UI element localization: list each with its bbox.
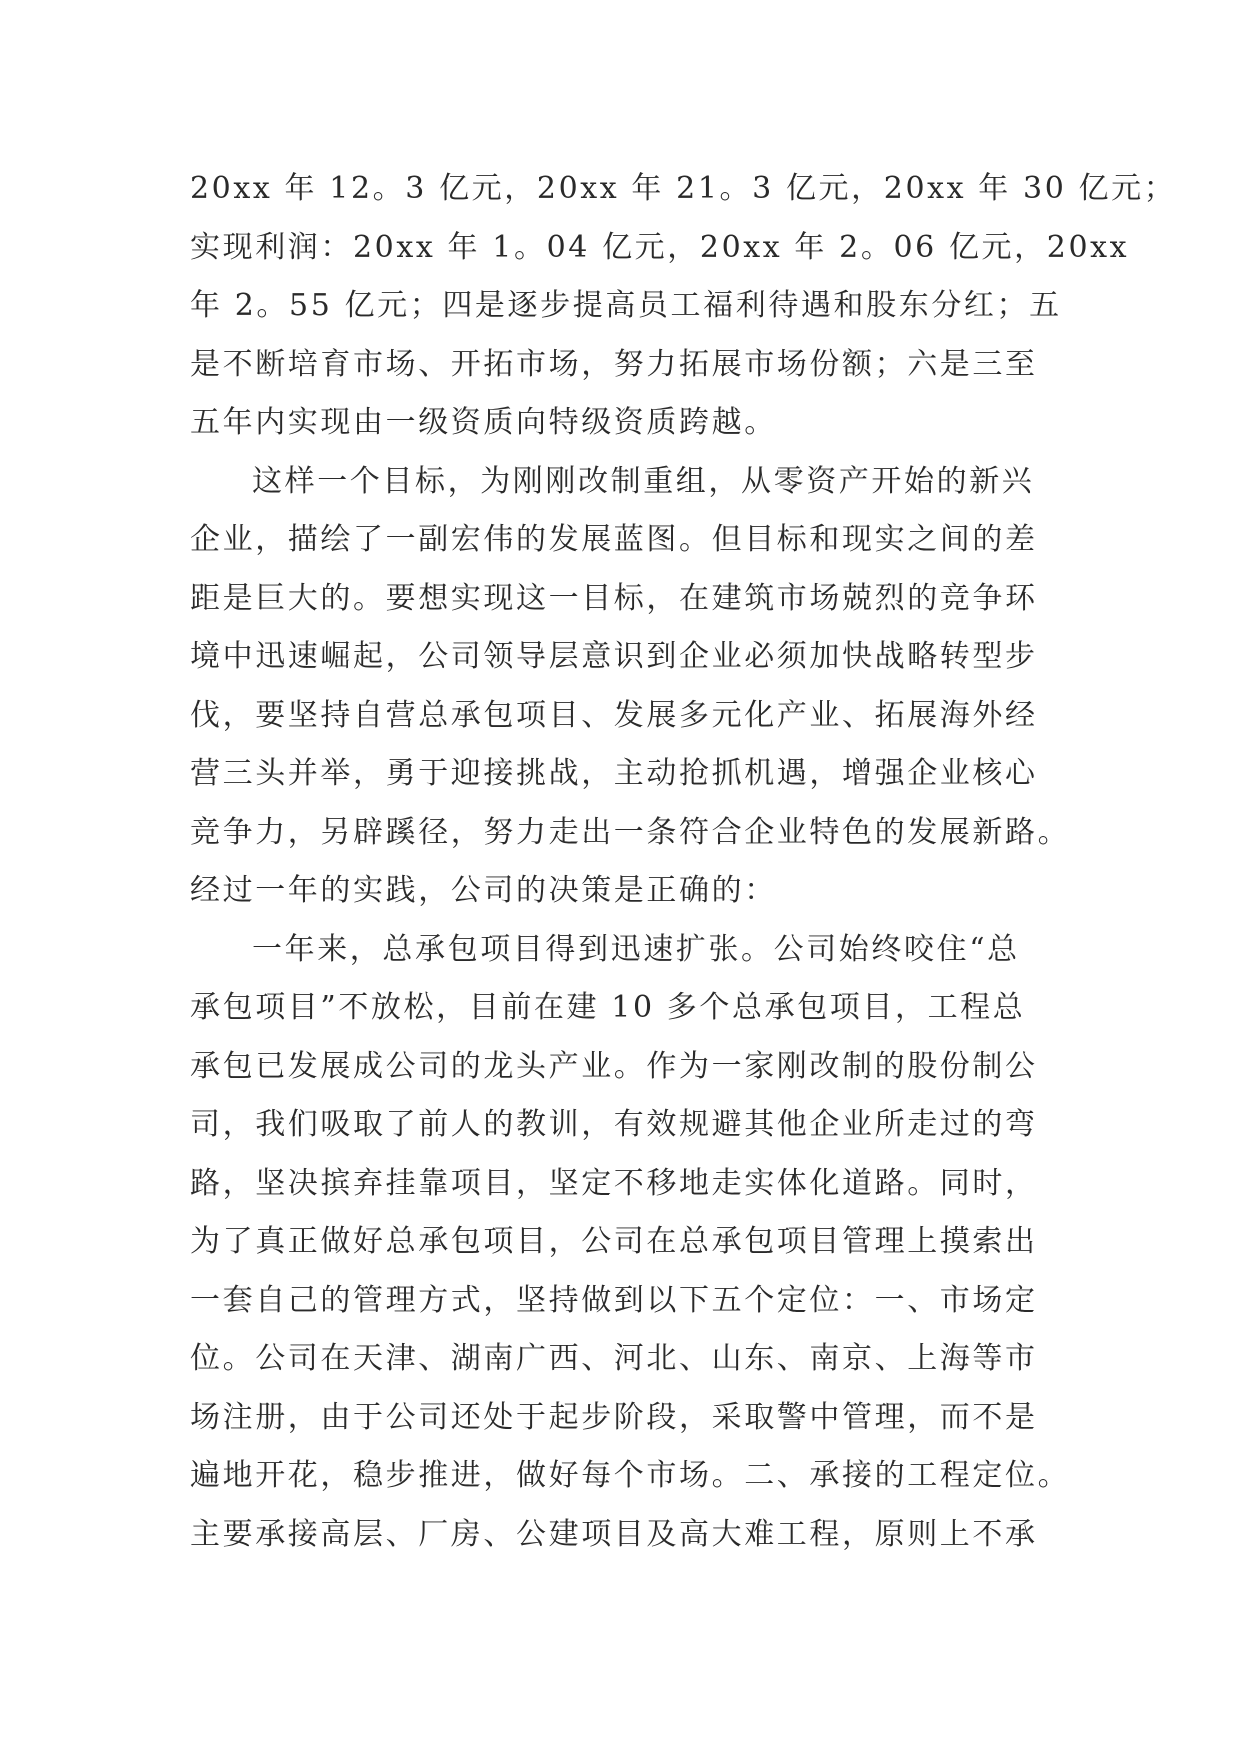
text-line: 伐，要坚持自营总承包项目、发展多元化产业、拓展海外经	[190, 697, 1038, 733]
paragraph-start-line: 一年来，总承包项目得到迅速扩张。公司始终咬住“总	[252, 931, 1020, 967]
text-line: 年 2。55 亿元；四是逐步提高员工福利待遇和股东分红；五	[190, 288, 1062, 323]
text-line: 为了真正做好总承包项目，公司在总承包项目管理上摸索出	[190, 1224, 1038, 1259]
text-line: 实现利润：20xx 年 1。04 亿元，20xx 年 2。06 亿元，20xx	[190, 229, 1130, 265]
text-line: 20xx 年 12。3 亿元，20xx 年 21。3 亿元，20xx 年 30 亿元；	[190, 171, 1177, 206]
text-line: 距是巨大的。要想实现这一目标，在建筑市场兢烈的竞争环	[190, 580, 1038, 616]
text-line: 承包已发展成公司的龙头产业。作为一家刚改制的股份制公	[190, 1048, 1038, 1084]
body-text	[190, 160, 1177, 1564]
text-line: 主要承接高层、厂房、公建项目及高大难工程，原则上不承	[190, 1516, 1038, 1552]
text-line: 司，我们吸取了前人的教训，有效规避其他企业所走过的弯	[190, 1107, 1038, 1142]
text-line: 一套自己的管理方式，坚持做到以下五个定位：一、市场定	[190, 1282, 1038, 1318]
paragraph-start-line: 这样一个目标，为刚刚改制重组，从零资产开始的新兴	[252, 463, 1035, 499]
text-line: 承包项目”不放松，目前在建 10 多个总承包项目，工程总	[190, 990, 1026, 1025]
text-line: 境中迅速崛起，公司领导层意识到企业必须加快战略转型步	[190, 639, 1038, 674]
text-line: 遍地开花，稳步推进，做好每个市场。二、承接的工程定位。	[190, 1458, 1071, 1493]
text-line: 是不断培育市场、开拓市场，努力拓展市场份额；六是三至	[190, 346, 1038, 382]
text-line: 竞争力，另辟蹊径，努力走出一条符合企业特色的发展新路。	[190, 814, 1071, 850]
text-line: 营三头并举，勇于迎接挑战，主动抢抓机遇，增强企业核心	[190, 756, 1038, 791]
text-line: 经过一年的实践，公司的决策是正确的：	[190, 873, 777, 908]
text-line: 位。公司在天津、湖南广西、河北、山东、南京、上海等市	[190, 1341, 1038, 1376]
text-line: 场注册，由于公司还处于起步阶段，采取警中管理，而不是	[190, 1399, 1038, 1435]
text-line: 路，坚决摈弃挂靠项目，坚定不移地走实体化道路。同时，	[190, 1165, 1038, 1201]
text-line: 五年内实现由一级资质向特级资质跨越。	[190, 405, 777, 440]
text-line: 企业，描绘了一副宏伟的发展蓝图。但目标和现实之间的差	[190, 522, 1038, 557]
